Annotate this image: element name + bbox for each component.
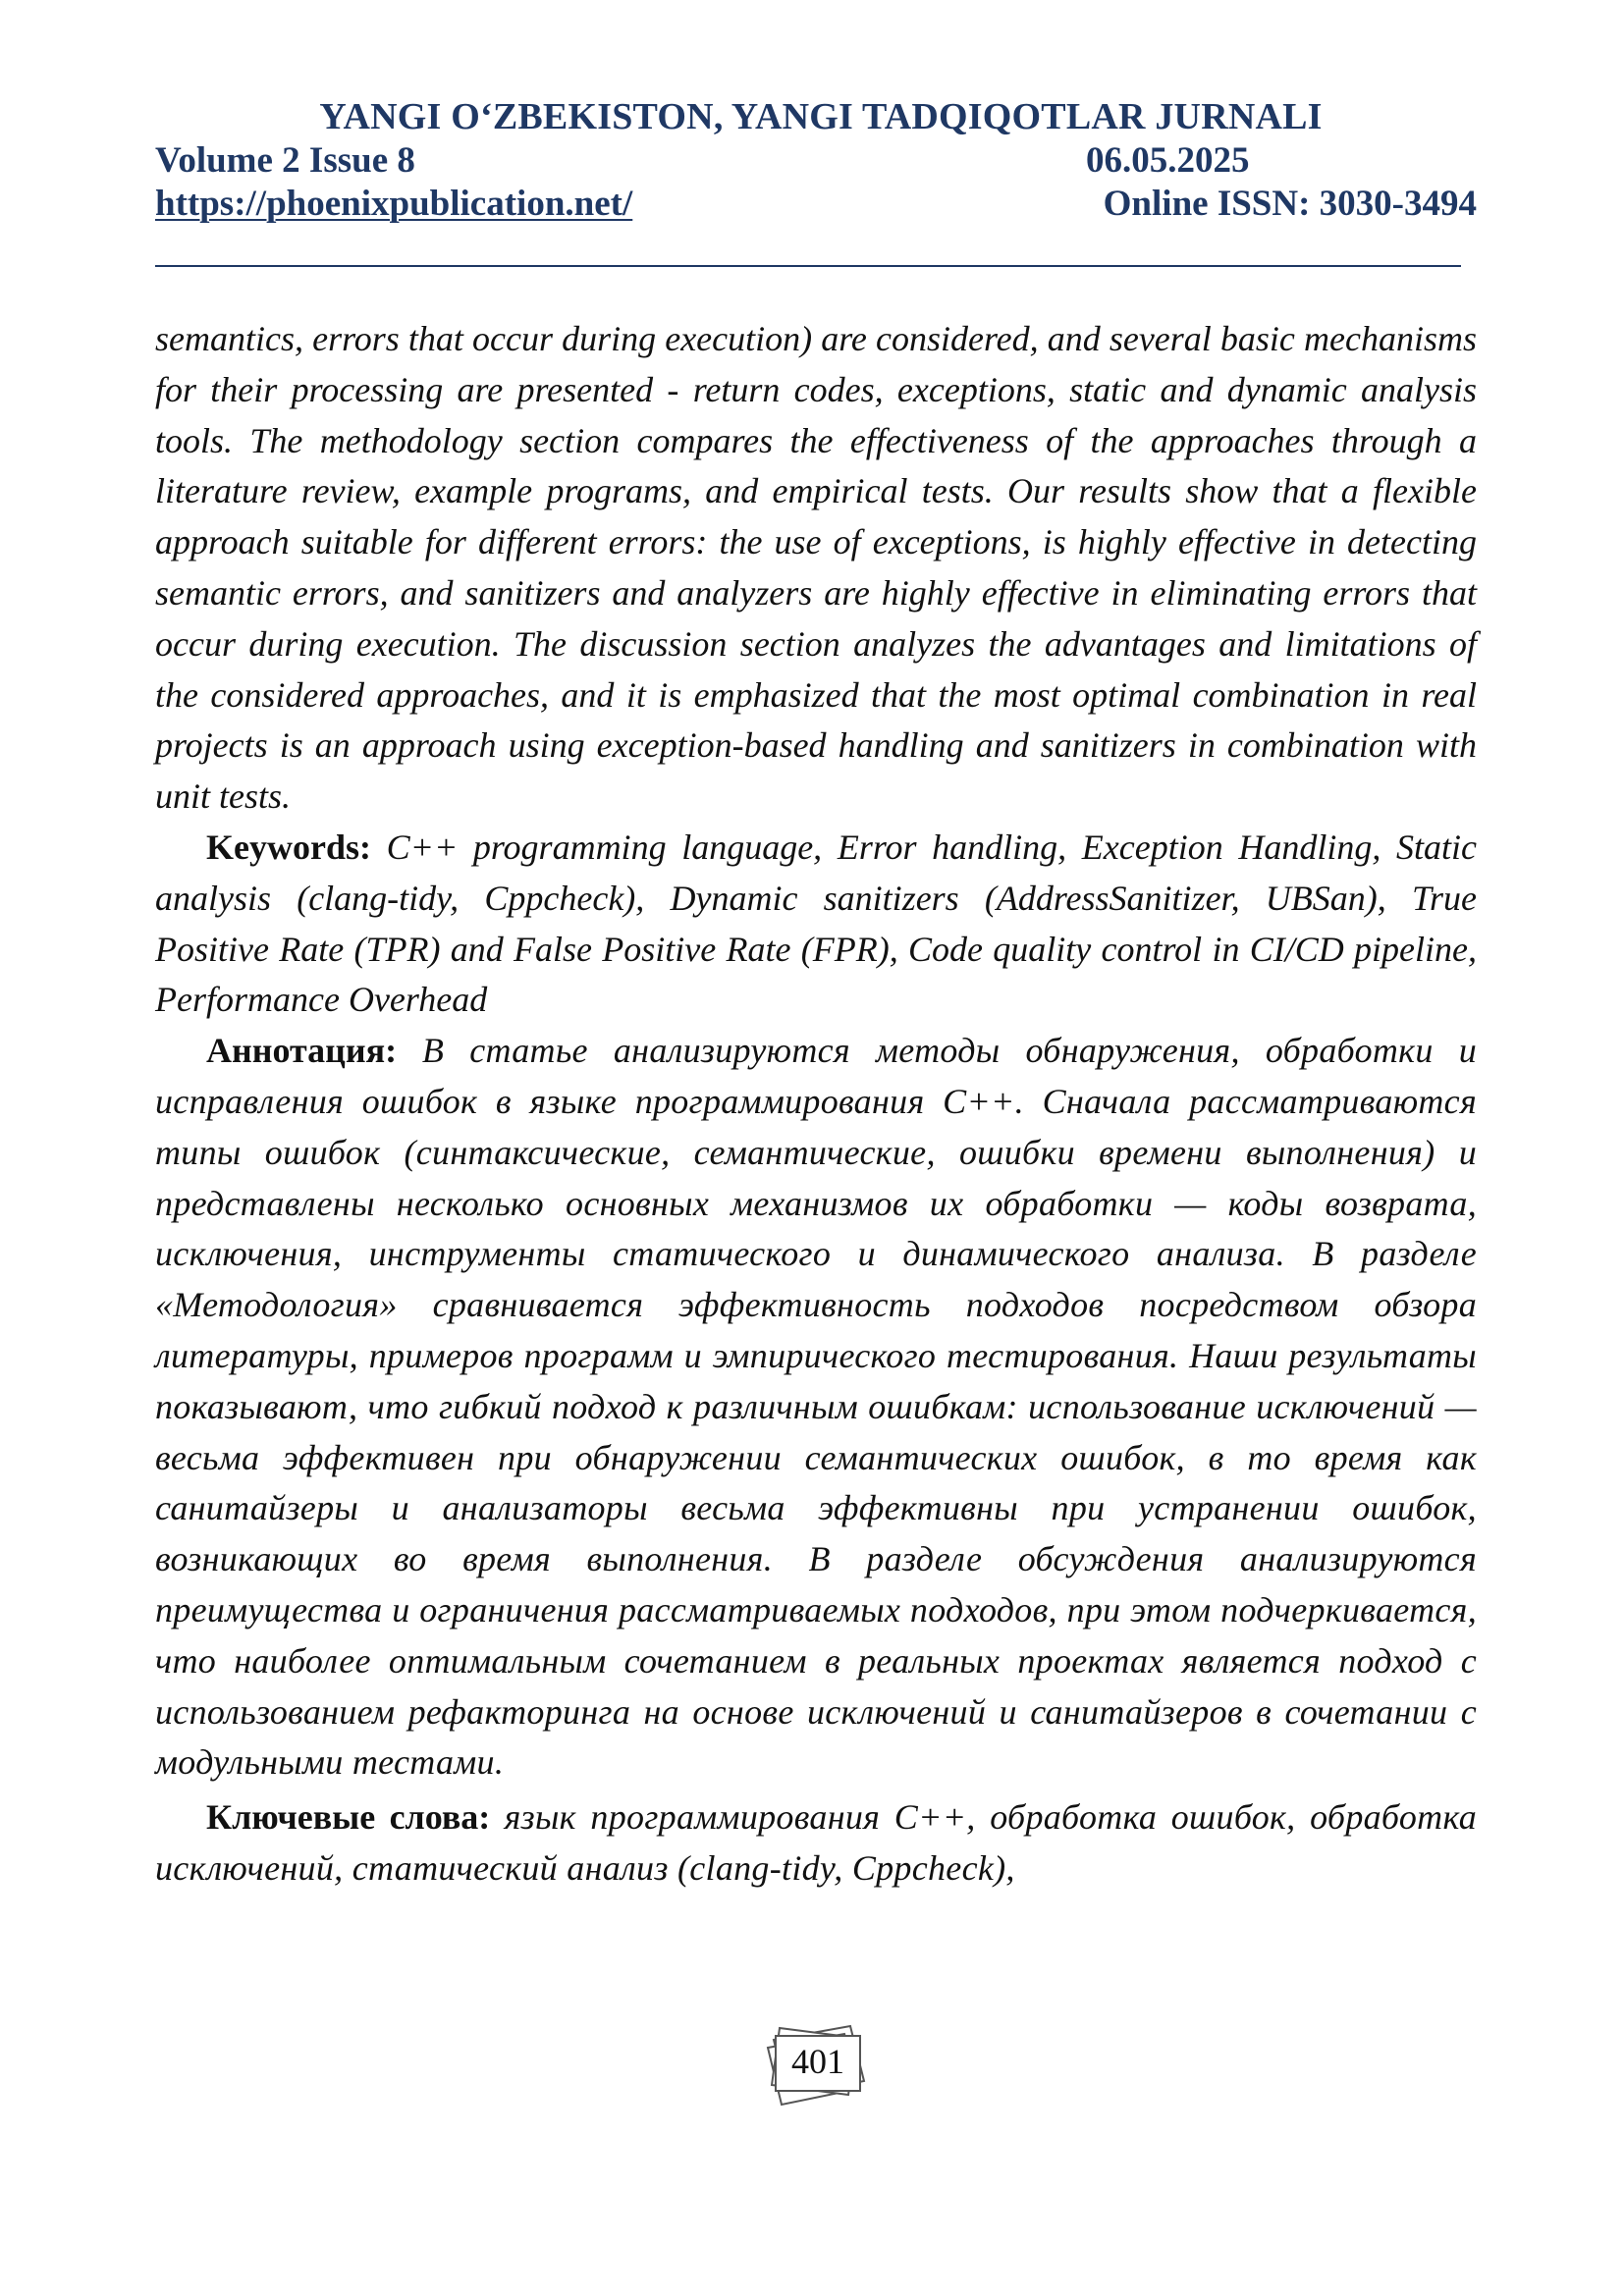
issn: Online ISSN: 3030-3494 — [1103, 184, 1477, 224]
page-number-badge — [754, 2014, 882, 2109]
volume-issue: Volume 2 Issue 8 — [155, 140, 415, 181]
ru-keywords-label: Ключевые слова: — [206, 1797, 491, 1838]
journal-header — [155, 94, 1477, 226]
ru-keywords-text: язык программирования С++, обработка ошибок, обработка исключений, статический анализ (clang-tidy, Cppcheck), — [155, 1797, 1478, 1888]
keywords-paragraph — [155, 823, 1477, 1026]
website-issn-row — [155, 183, 1477, 226]
publication-date: 06.05.2025 — [1086, 140, 1250, 181]
article-body — [155, 314, 1477, 1895]
page-number: 401 — [791, 2042, 844, 2081]
volume-date-row — [155, 139, 1477, 183]
journal-title: YANGI O‘ZBEKISTON, YANGI TADQIQOTLAR JURNALI — [319, 96, 1323, 137]
keywords-label: Keywords: — [206, 827, 371, 867]
keywords-text: C++ programming language, Error handling, Exception Handling, Static analysis (clang-tidy, Cppcheck), Dynamic sanitizers (AddressSanitizer, UBSan), True Positive Rate (TPR) and False Positive Rate (FPR), Code quality control in CI/CD pipeline, Performance Overhead — [155, 827, 1478, 1020]
ru-keywords-paragraph — [155, 1792, 1477, 1895]
header-divider — [155, 265, 1461, 267]
abstract-continuation: semantics, errors that occur during execution) are considered, and several basic mechanisms for their processing are presented - return codes, exceptions, static and dynamic analysis tools. The methodology section compares the effectiveness of the approaches through a literature review, example programs, and empirical tests. Our results show that a flexible approach suitable for different errors: the use of exceptions, is highly effective in detecting semantic errors, and sanitizers and analyzers are highly effective in eliminating errors that occur during execution. The discussion section analyzes the advantages and limitations of the considered approaches, and it is emphasized that the most optimal combination in real projects is an approach using exception-based handling and sanitizers in combination with unit tests. — [155, 319, 1477, 817]
website-link[interactable]: https://phoenixpublication.net/ — [155, 184, 633, 224]
annotation-label: Аннотация: — [206, 1031, 398, 1071]
annotation-paragraph — [155, 1026, 1477, 1789]
annotation-text: В статье анализируются методы обнаружения, обработки и исправления ошибок в языке программирования С++. Сначала рассматриваются типы ошибок (синтаксические, семантические, ошибки времени выполнения) и представлены несколько основных механизмов их обработки — коды возврата, исключения, инструменты статического и динамического анализа. В разделе «Методология» сравнивается эффективность подходов посредством обзора литературы, примеров программ и эмпирического тестирования. Наши результаты показывают, что гибкий подход к различным ошибкам: использование исключений — весьма эффективен при обнаружении семантических ошибок, в то время как санитайзеры и анализаторы весьма эффективны при устранении ошибок, возникающих во время выполнения. В разделе обсуждения анализируются преимущества и ограничения рассматриваемых подходов, при этом подчеркивается, что наиболее оптимальным сочетанием в реальных проектах является подход с использованием рефакторинга на основе исключений и санитайзеров в сочетании с модульными тестами. — [155, 1031, 1477, 1783]
